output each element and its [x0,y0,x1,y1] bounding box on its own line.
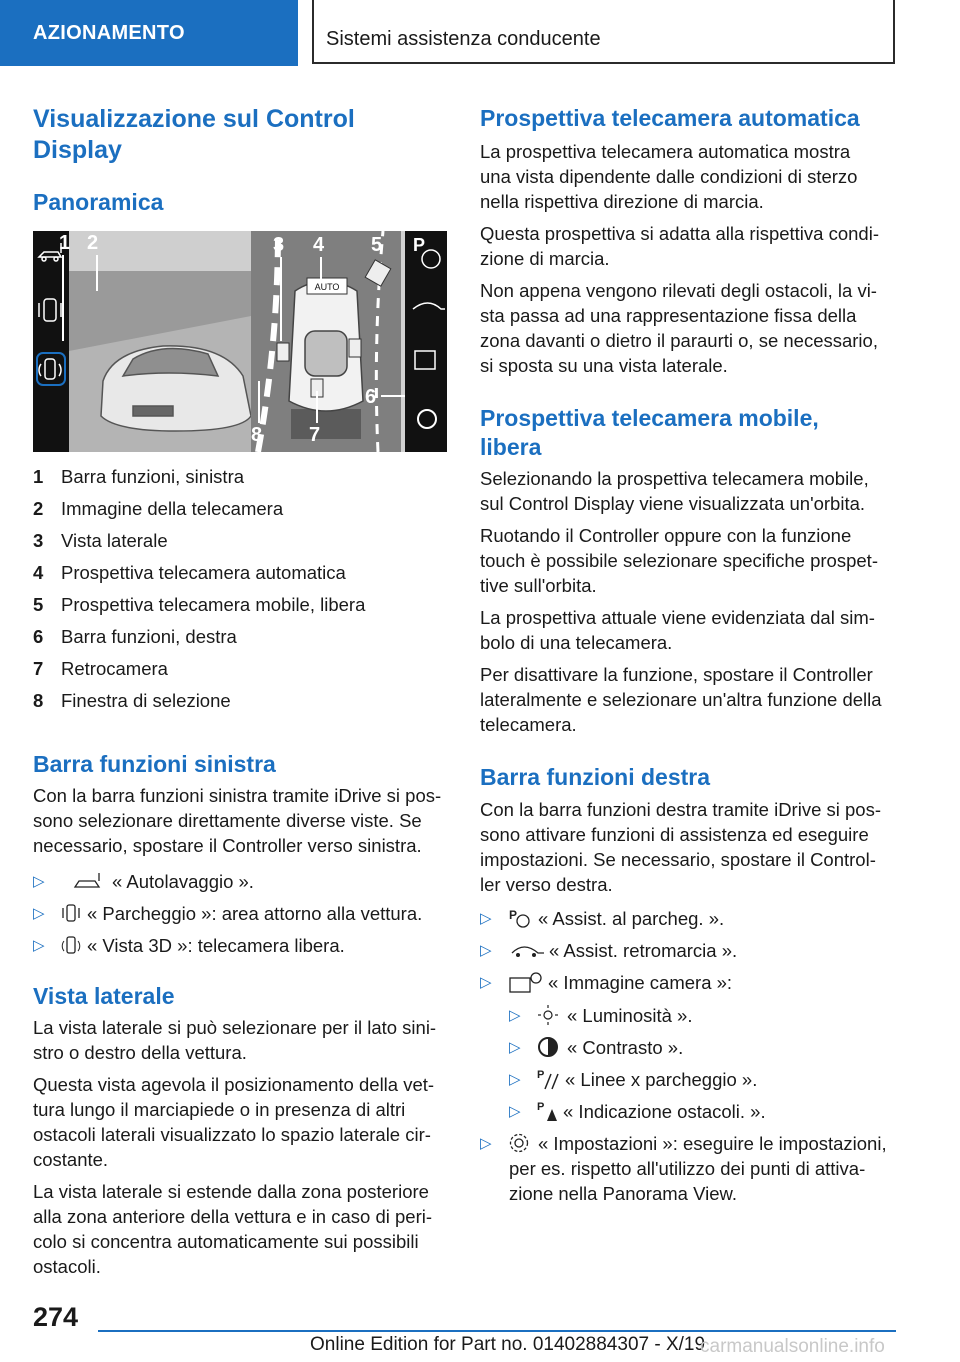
callout-1: 1 [59,232,71,254]
side-view-heading: Vista laterale [33,983,175,1009]
overview-heading: Panoramica [33,189,164,215]
brightness-icon [538,1005,558,1025]
auto-persp-text: La prospettiva telecamera automatica mostra una vista dipendente dalle condizioni di sterzo nella rispettiva direzione di marcia. Questa prospettiva si adatta alla rispettiva condi- zione di marcia. Non appena vengono rilevati degli ostacoli, la vi- sta passa ad una rappresentazione fissa della zona davanti o dietro il paraurti o, se necessario, si sposta su una vista laterale. [480,141,879,376]
mobile-persp-text: Selezionando la prospettiva telecamera mobile, sul Control Display viene visualizzata un'orbita. Ruotando il Controller oppure con la funzione touch è possibile selezionare specifiche prospet- tive sull'orbita. La prospettiva attuale viene evidenziata dal sim- bolo di una telecamera. Per disattivare la funzione, spostare il Controller lateralmente e selezionare un'altra funzione della telecamera. [480,468,882,735]
3d-view-icon [61,935,81,957]
callout-5: 5 [371,234,383,256]
parking-lines-icon [537,1068,559,1090]
settings-gear-icon [508,1132,530,1154]
edition-text: Online Edition for Part no. 01402884307 - X/19 [310,1334,706,1355]
side-view-text: La vista laterale si può selezionare per il lato sini- stro o destro della vettura. Questa vista agevola il posizionamento della vet- tura lungo il marciapiede o in presenza di altri ostacoli laterali visualizzato lo spazio laterale cir- costante. La vista laterale si estende dalla zona posteriore alla zona anteriore della vettura e in caso di peri- colo si concentra automaticamente sui possibili ostacoli. [33,1017,437,1277]
reverse-assist-icon [506,939,546,961]
body-line: sono selezionare direttamente diverse viste. Se [33,810,422,831]
chapter-title: Sistemi assistenza conducente [326,28,601,50]
mobile-persp-heading-line2: libera [480,434,542,460]
svg-text:P: P [537,1069,545,1081]
body-line: necessario, spostare il Controller verso sinistra. [33,835,422,856]
svg-text:P: P [509,908,518,922]
callout-7: 7 [309,424,321,446]
svg-text:P: P [537,1101,545,1113]
park-assist-icon [509,907,531,929]
body-line: Con la barra funzioni sinistra tramite iDrive si pos- [33,785,442,806]
camera-image-icon [508,970,546,994]
auto-persp-heading: Prospettiva telecamera automatica [480,105,860,131]
camera-display-figure [33,231,447,452]
footer-rule [98,1330,896,1332]
callout-6: 6 [365,386,377,408]
car-wash-icon [73,871,103,891]
callout-3: 3 [273,234,285,256]
mobile-persp-heading-line1: Prospettiva telecamera mobile, [480,405,819,431]
obstacle-indicator-icon [537,1100,559,1122]
page-title-line1: Visualizzazione sul Control [33,105,355,133]
page-title-line2: Display [33,136,122,164]
auto-badge: AUTO [314,282,340,292]
watermark: carmanualsonline.info [700,1336,885,1357]
callout-2: 2 [87,232,99,254]
right-bar-heading: Barra funzioni destra [480,764,711,790]
left-bar-heading: Barra funzioni sinistra [33,751,276,777]
right-bar-text: Con la barra funzioni destra tramite iDrive si pos- sono attivare funzioni di assistenza ed eseguire impostazioni. Se necessario, spostare il Control- ler verso destra. [480,799,881,895]
svg-text:P: P [413,235,426,255]
callout-8: 8 [251,424,263,446]
contrast-icon [537,1036,559,1058]
section-tab: AZIONAMENTO [0,0,298,66]
parking-view-icon [61,903,81,925]
page-number: 274 [33,1302,79,1332]
callout-4: 4 [313,234,325,256]
